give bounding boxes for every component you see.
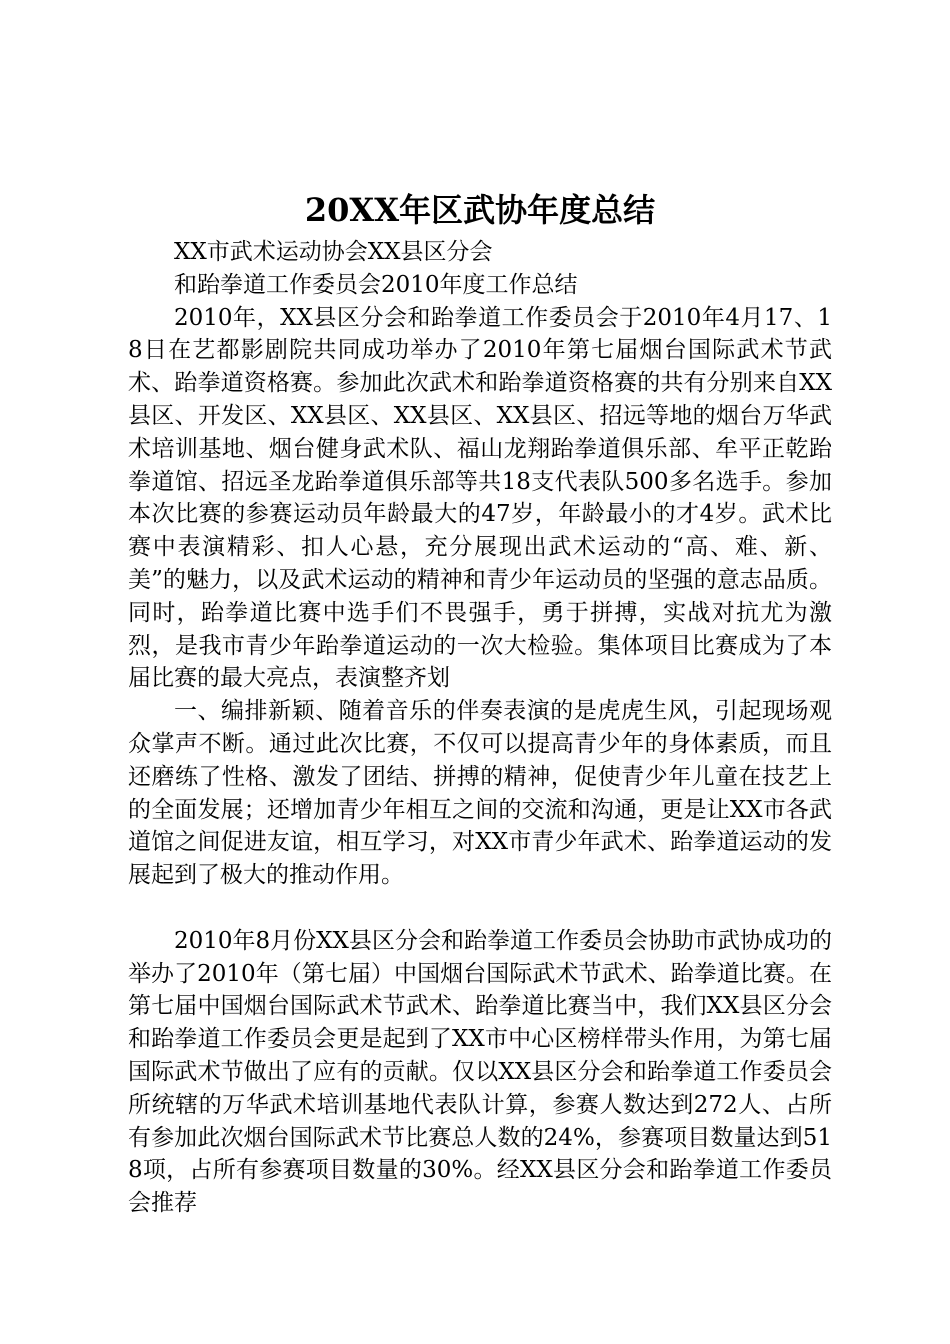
paragraph-spacer bbox=[128, 892, 832, 925]
report-subtitle: 和跆拳道工作委员会2010年度工作总结 bbox=[174, 271, 578, 298]
document-title: 20XX年区武协年度总结 bbox=[304, 191, 656, 229]
organization-line: XX市武术运动协会XX县区分会 bbox=[174, 239, 493, 265]
paragraph-event-impact: 一、编排新颖、随着音乐的伴奏表演的是虎虎生风，引起现场观众掌声不断。通过此次比赛，不仅可以提高青少年的身体素质，而且还磨练了性格、激发了团结、拼搏的精神，促使青少年儿童在技艺上的全面发展；还增加青少年相互之间的交流和沟通，更是让XX市各武道馆之间促进友谊，相互学习，对XX市青少年武术、跆拳道运动的发展起到了极大的推动作用。 bbox=[128, 698, 832, 889]
paragraph-august-event: 2010年8月份XX县区分会和跆拳道工作委员会协助市武协成功的举办了2010年（第七届）中国烟台国际武术节武术、跆拳道比赛。在第七届中国烟台国际武术节武术、跆拳道比赛当中，我们XX县区分会和跆拳道工作委员会更是起到了XX市中心区榜样带头作用，为第七届国际武术节做出了应有的贡献。仅以XX县区分会和跆拳道工作委员会所统辖的万华武术培训基地代表队计算，参赛人数达到272人、占所有参加此次烟台国际武术节比赛总人数的24%，参赛项目数量达到518项，占所有参赛项目数量的30%。经XX县区分会和跆拳道工作委员会推荐 bbox=[128, 927, 832, 1217]
paragraph-qualifier-event: 2010年，XX县区分会和跆拳道工作委员会于2010年4月17、18日在艺都影剧院共同成功举办了2010年第七届烟台国际武术节武术、跆拳道资格赛。参加此次武术和跆拳道资格赛的共有分别来自XX县区、开发区、XX县区、XX县区、XX县区、招远等地的烟台万华武术培训基地、烟台健身武术队、福山龙翔跆拳道俱乐部、牟平正乾跆拳道馆、招远圣龙跆拳道俱乐部等共18支代表队500多名选手。参加本次比赛的参赛运动员年龄最大的47岁，年龄最小的才4岁。武术比赛中表演精彩、扣人心悬，充分展现出武术运动的“高、难、新、美”的魅力，以及武术运动的精神和青少年运动员的坚强的意志品质。同时，跆拳道比赛中选手们不畏强手，勇于拼搏，实战对抗尤为激烈，是我市青少年跆拳道运动的一次大检验。集体项目比赛成为了本届比赛的最大亮点，表演整齐划 bbox=[128, 304, 832, 692]
document-page bbox=[128, 188, 832, 1220]
